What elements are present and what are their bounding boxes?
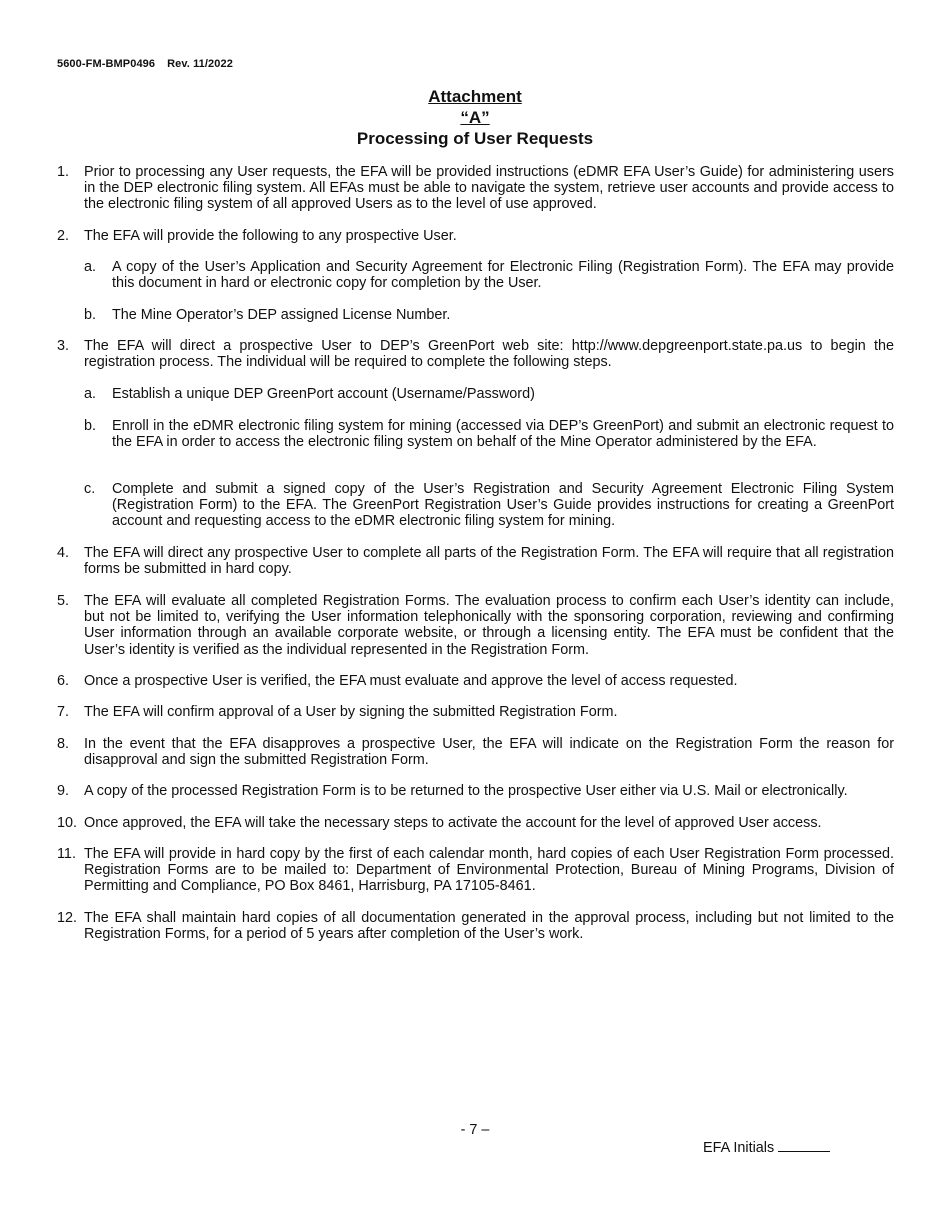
item-text: Prior to processing any User requests, the EFA will be provided instructions (eDMR EFA User’s Guide) for administering users in the DEP electronic filing system. All EFAs must be able to navigate the system, retrieve user accounts and provide access to the electronic filing system of all approved Users as to the level of use approved. — [84, 164, 894, 213]
efa-initials-label: EFA Initials — [703, 1140, 775, 1156]
item-text: The EFA will confirm approval of a User by signing the submitted Registration Form. — [84, 704, 618, 720]
sub-item-3c — [84, 481, 894, 530]
sub-item-letter: a. — [84, 259, 97, 275]
attachment-title: Attachment — [428, 87, 522, 106]
sub-item-text: The Mine Operator’s DEP assigned License Number. — [112, 307, 451, 323]
list-item-5 — [57, 593, 894, 658]
item-number: 5. — [57, 593, 70, 609]
item-text: The EFA shall maintain hard copies of all documentation generated in the approval process, including but not limited to the Registration Forms, for a period of 5 years after completion of the User’s work. — [84, 910, 894, 943]
sub-item-3b — [84, 418, 894, 450]
page-number: - 7 – — [460, 1122, 490, 1138]
list-item-9 — [57, 783, 894, 799]
item-number: 4. — [57, 545, 70, 561]
item-number: 3. — [57, 338, 70, 354]
item-text: Once a prospective User is verified, the EFA must evaluate and approve the level of access requested. — [84, 673, 738, 689]
list-item-4 — [57, 545, 894, 577]
sub-item-text: Complete and submit a signed copy of the User’s Registration and Security Agreement Electronic Filing System (Registration Form) to the EFA. The GreenPort Registration User’s Guide provides instructions for creating a GreenPort account and requesting access to the eDMR electronic filing system for mining. — [112, 481, 894, 530]
sub-item-text: A copy of the User’s Application and Security Agreement for Electronic Filing (Registration Form). The EFA may provide this document in hard or electronic copy for completion by the User. — [112, 259, 894, 292]
item-text: The EFA will evaluate all completed Registration Forms. The evaluation process to confirm each User’s identity can include, but not be limited to, verifying the User information telephonically with the sponsoring corporation, reviewing and confirming User information through an available corporate website, or through a licensing entity. The EFA must be confident that the User’s identity is verified as the individual represented in the Registration Form. — [84, 593, 894, 658]
item-text: The EFA will direct a prospective User to DEP’s GreenPort web site: http://www.depgreenport.state.pa.us to begin the registration process. The individual will be required to complete the following steps. — [84, 338, 894, 371]
form-revision: Rev. 11/2022 — [167, 58, 233, 70]
list-item-7 — [57, 704, 894, 720]
list-item-8 — [57, 736, 894, 768]
item-number: 11. — [57, 846, 76, 862]
page-title: Processing of User Requests — [356, 129, 594, 148]
item-text: A copy of the processed Registration Form is to be returned to the prospective User either via U.S. Mail or electronically. — [84, 783, 848, 799]
list-item-1 — [57, 164, 894, 213]
form-id: 5600-FM-BMP0496 — [57, 58, 156, 70]
item-number: 10. — [57, 815, 78, 831]
sub-item-text: Enroll in the eDMR electronic filing system for mining (accessed via DEP’s GreenPort) and submit an electronic request to the EFA in order to access the electronic filing system on behalf of the Mine Operator administered by the EFA. — [112, 418, 894, 451]
sub-item-2a — [84, 259, 894, 291]
efa-initials — [703, 1139, 830, 1156]
sub-item-letter: a. — [84, 386, 97, 402]
attachment-letter: “A” — [460, 108, 490, 127]
sub-item-letter: b. — [84, 418, 97, 434]
list-item-10 — [57, 815, 894, 831]
item-number: 12. — [57, 910, 78, 926]
list-item-6 — [57, 673, 894, 689]
item-number: 7. — [57, 704, 70, 720]
item-number: 6. — [57, 673, 70, 689]
sub-item-letter: b. — [84, 307, 97, 323]
item-text: The EFA will provide in hard copy by the first of each calendar month, hard copies of each User Registration Form processed. Registration Forms are to be mailed to: Department of Environmental Protection, Bureau of Mining Programs, Division of Permitting and Compliance, PO Box 8461, Harrisburg, PA 17105-8461. — [84, 846, 894, 895]
item-number: 9. — [57, 783, 70, 799]
item-number: 8. — [57, 736, 70, 752]
item-text: The EFA will direct any prospective User to complete all parts of the Registration Form. The EFA will require that all registration forms be submitted in hard copy. — [84, 545, 894, 578]
form-number — [57, 56, 233, 72]
efa-initials-line — [778, 1139, 830, 1152]
item-text: Once approved, the EFA will take the necessary steps to activate the account for the level of approved User access. — [84, 815, 822, 831]
sub-item-2b — [84, 307, 894, 323]
list-item-3 — [57, 338, 894, 370]
list-item-11 — [57, 846, 894, 895]
item-number: 1. — [57, 164, 70, 180]
sub-item-letter: c. — [84, 481, 96, 497]
list-item-12 — [57, 910, 894, 942]
sub-item-3a — [84, 386, 894, 402]
item-number: 2. — [57, 228, 70, 244]
item-text: The EFA will provide the following to any prospective User. — [84, 228, 457, 244]
item-text: In the event that the EFA disapproves a prospective User, the EFA will indicate on the Registration Form the reason for disapproval and sign the submitted Registration Form. — [84, 736, 894, 769]
list-item-2 — [57, 228, 894, 244]
sub-item-text: Establish a unique DEP GreenPort account (Username/Password) — [112, 386, 535, 402]
